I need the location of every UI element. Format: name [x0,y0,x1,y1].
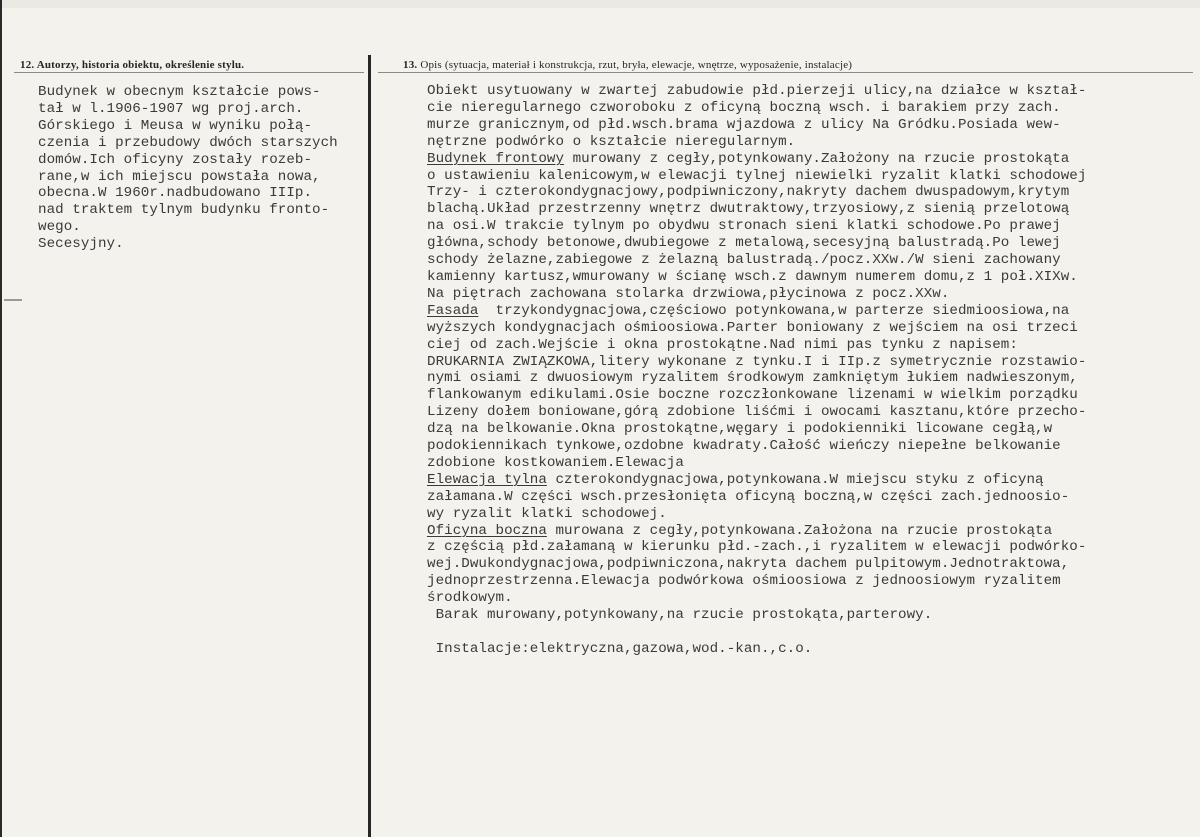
history-line: tał w l.1906-1907 wg proj.arch. [38,100,304,117]
header-rule-left [14,72,364,73]
facade-line: ciej od zach.Wejście i okna prostokątne.Nad nimi pas tynku z napisem: [427,336,1018,353]
front-building-line: blachą.Układ przestrzenny wnętrz dwutraktowy,trzyosiowy,z sienią przelotową [427,201,1070,218]
page-left-edge [0,0,2,837]
intro-line: nętrzne podwórko o kształcie nieregularnym. [427,133,796,150]
column-divider [368,55,371,837]
front-building-line: o ustawieniu kalenicowym,w elewacji tylnej niewielki ryzalit klatki schodowej [427,167,1087,184]
intro-line: cie nieregularnego czworoboku z oficyną boczną wsch. i barakiem przy zach. [427,99,1061,116]
description-text [427,83,1086,658]
front-building-line: kamienny kartusz,wmurowany w ścianę wsch.z dawnym numerem domu,z 1 poł.XIXw. [427,268,1078,285]
barrack-line: Barak murowany,potynkowany,na rzucie prostokąta,parterowy. [427,607,933,624]
section-13-title: Opis (sytuacja, materiał i konstrukcja, rzut, bryła, elewacje, wnętrze, wyposażenie, instalacje) [420,59,853,71]
side-annex-heading: Oficyna boczna [427,522,547,539]
front-building-line: Na piętrach zachowana stolarka drzwiowa,płycinowa z pocz.XXw. [427,285,950,302]
margin-mark [4,299,22,301]
facade-line: dzą na belkowanie.Okna prostokątne,węgary i podokienniki licowane cegłą,w [427,421,1053,438]
installations-line: Instalacje:elektryczna,gazowa,wod.-kan.,c.o. [427,640,813,657]
front-building-line: na osi.W trakcie tylnym po obydwu stronach sieni klatki schodowe.Po prawej [427,218,1061,235]
front-building-heading: Budynek frontowy [427,150,565,167]
facade-line: trzykondygnacjowa,częściowo potynkowana,w parterze siedmioosiowa,na [478,302,1070,319]
side-annex-line: z częścią płd.załamaną w kierunku płd.-zach.,i ryzalitem w elewacji podwórko- [427,539,1087,556]
front-building-line: murowany z cegły,potynkowany.Założony na rzucie prostokąta [564,150,1070,167]
facade-line: Lizeny dołem boniowane,górą zdobione liśćmi i owocami kasztanu,które przecho- [427,404,1087,421]
history-line: wego. [38,219,81,236]
intro-line: Obiekt usytuowany w zwartej zabudowie płd.pierzeji ulicy,na działce w kształ- [427,83,1087,99]
style-line: Secesyjny. [38,236,124,253]
history-line: czenia i przebudowy dwóch starszych [38,134,338,151]
rear-elevation-line: załamana.W części wsch.przesłonięta oficyną boczną,w części zach.jednoosio- [427,488,1070,505]
side-annex-line: murowana z cegły,potynkowana.Założona na rzucie prostokąta [546,522,1053,539]
rear-elevation-line: wy ryzalit klatki schodowej. [427,505,667,522]
history-line: obecna.W 1960r.nadbudowano IIIp. [38,185,313,202]
history-line: Górskiego i Meusa w wyniku połą- [38,117,313,134]
side-annex-line: wej.Dwukondygnacjowa,podpiwniczona,nakryta dachem pulpitowym.Jednotraktowa, [427,556,1070,573]
front-building-line: schody żelazne,zabiegowe z żelazną balustradą./pocz.XXw./W sieni zachowany [427,252,1061,269]
front-building-line: Trzy- i czterokondygnacjowy,podpiwniczony,nakryty dachem dwuspadowym,krytym [427,184,1070,201]
section-12-header: 12. Autorzy, historia obiektu, określenie stylu. [20,59,245,71]
intro-line: murze granicznym,od płd.wsch.brama wjazdowa z ulicy Na Gródku.Posiada wew- [427,116,1061,133]
history-line: domów.Ich oficyny zostały rozeb- [38,151,313,168]
facade-line: nymi osiami z dwuosiowym ryzalitem środkowym zamkniętym łukiem nadwieszonym, [427,370,1078,387]
rear-elevation-line: czterokondygnacjowa,potynkowana.W miejscu styku z oficyną [546,471,1044,488]
facade-heading: Fasada [427,302,479,319]
front-building-line: główna,schody betonowe,dwubiegowe z metalową,secesyjną balustradą.Po lewej [427,235,1061,252]
side-annex-line: środkowym. [427,590,513,607]
facade-line: wyższych kondygnacjach ośmioosiowa.Parter boniowany z wejściem na osi trzeci [427,319,1078,336]
facade-line: flankowanym edikulami.Osie boczne rozczłonkowane lizenami w wielkim porządku [427,387,1078,404]
history-line: rane,w ich miejscu powstała nowa, [38,168,321,185]
facade-line: zdobione kostkowaniem.Elewacja [427,454,684,471]
side-annex-line: jednoprzestrzenna.Elewacja podwórkowa ośmioosiowa z jednoosiowym ryzalitem [427,573,1061,590]
section-13-number: 13. [403,59,418,71]
history-line: nad traktem tylnym budynku fronto- [38,202,330,219]
rear-elevation-heading: Elewacja tylna [427,471,547,488]
history-text [38,84,338,253]
facade-line: DRUKARNIA ZWIĄZKOWA,litery wykonane z tynku.I i IIp.z symetrycznie rozstawio- [427,353,1087,370]
history-line: Budynek w obecnym kształcie pows- [38,84,321,100]
section-13-header [403,59,852,71]
header-rule-right [378,72,1193,73]
facade-line: podokiennikach tynkowe,ozdobne kwadraty.Całość wieńczy niepełne belkowanie [427,438,1061,455]
page-top-edge [0,0,1200,8]
